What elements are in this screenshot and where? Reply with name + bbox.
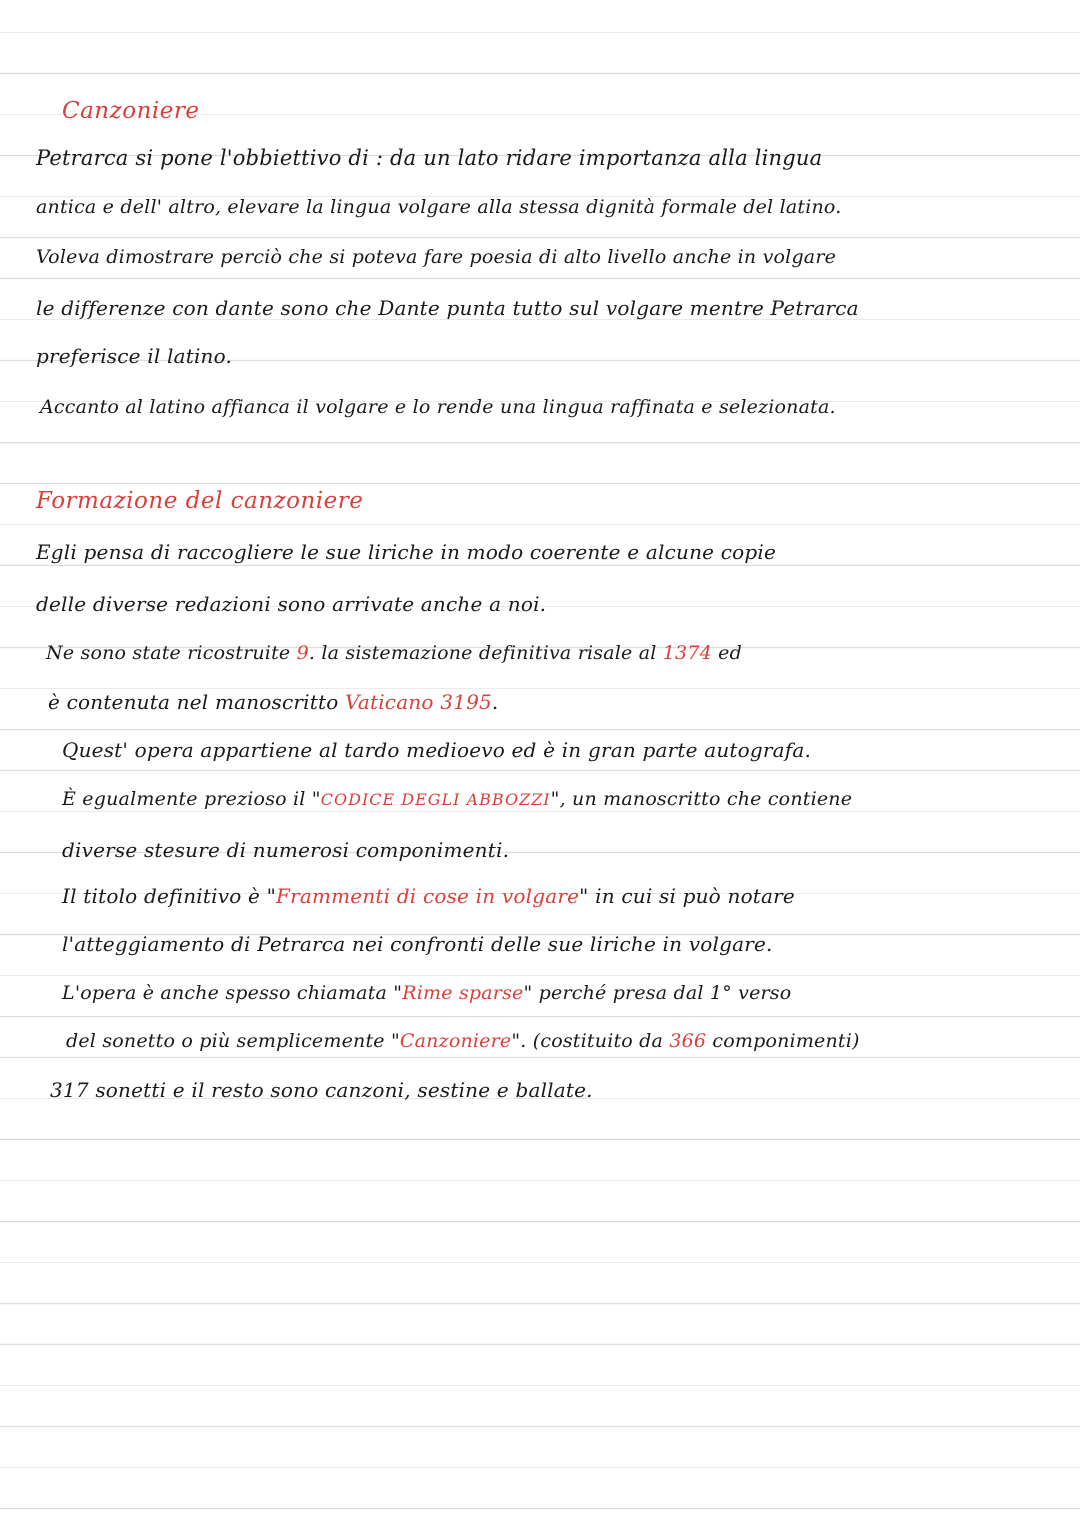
text-segment: Il titolo definitivo è " xyxy=(62,884,276,908)
text-line: Accanto al latino affianca il volgare e lo rende una lingua raffinata e selezionata. xyxy=(40,396,836,418)
highlight-rime-sparse: Rime sparse xyxy=(402,982,524,1004)
text-segment: ". (costituito da xyxy=(511,1030,670,1052)
text-segment: " perché presa dal 1° verso xyxy=(523,982,792,1004)
text-line: Egli pensa di raccogliere le sue liriche in modo coerente e alcune copie xyxy=(36,540,777,564)
text-line: preferisce il latino. xyxy=(36,344,233,368)
text-line xyxy=(62,982,791,1004)
text-line: Petrarca si pone l'obbiettivo di : da un lato ridare importanza alla lingua xyxy=(36,146,823,170)
text-line xyxy=(66,1030,860,1052)
text-segment: È egualmente prezioso il " xyxy=(62,788,321,810)
text-segment: componimenti) xyxy=(706,1030,860,1052)
text-segment: ed xyxy=(711,642,742,664)
text-line: diverse stesure di numerosi componimenti. xyxy=(62,838,510,862)
section-title-canzoniere: Canzoniere xyxy=(62,98,200,124)
highlight-year: 1374 xyxy=(662,642,712,664)
text-segment: . xyxy=(491,690,499,714)
highlight-title: Frammenti di cose in volgare xyxy=(276,884,580,908)
highlight-manuscript: Vaticano 3195 xyxy=(345,690,492,714)
text-segment: del sonetto o più semplicemente " xyxy=(66,1030,400,1052)
text-line: le differenze con dante sono che Dante punta tutto sul volgare mentre Petrarca xyxy=(36,296,859,320)
text-line xyxy=(48,690,498,714)
text-segment: L'opera è anche spesso chiamata " xyxy=(62,982,403,1004)
text-line: delle diverse redazioni sono arrivate anche a noi. xyxy=(36,592,547,616)
highlight-count: 366 xyxy=(669,1030,707,1052)
section-title-formazione: Formazione del canzoniere xyxy=(36,488,364,514)
text-line xyxy=(62,884,795,908)
text-line: 317 sonetti e il resto sono canzoni, sestine e ballate. xyxy=(50,1078,593,1102)
text-line xyxy=(46,642,742,664)
text-segment: è contenuta nel manoscritto xyxy=(48,690,346,714)
text-segment: Ne sono state ricostruite xyxy=(46,642,297,664)
text-line: Quest' opera appartiene al tardo medioevo ed è in gran parte autografa. xyxy=(62,738,812,762)
text-line: antica e dell' altro, elevare la lingua volgare alla stessa dignità formale del latino. xyxy=(36,196,842,218)
text-segment: ", un manoscritto che contiene xyxy=(550,788,853,810)
text-segment: . la sistemazione definitiva risale al xyxy=(308,642,663,664)
text-line: l'atteggiamento di Petrarca nei confronti delle sue liriche in volgare. xyxy=(62,932,773,956)
text-line: Voleva dimostrare perciò che si poteva fare poesia di alto livello anche in volgare xyxy=(36,246,837,268)
text-segment: " in cui si può notare xyxy=(579,884,795,908)
highlight-number: 9 xyxy=(296,642,309,664)
highlight-canzoniere: Canzoniere xyxy=(399,1030,512,1052)
highlight-codice: CODICE DEGLI ABBOZZI xyxy=(320,790,551,809)
text-line xyxy=(62,788,852,810)
